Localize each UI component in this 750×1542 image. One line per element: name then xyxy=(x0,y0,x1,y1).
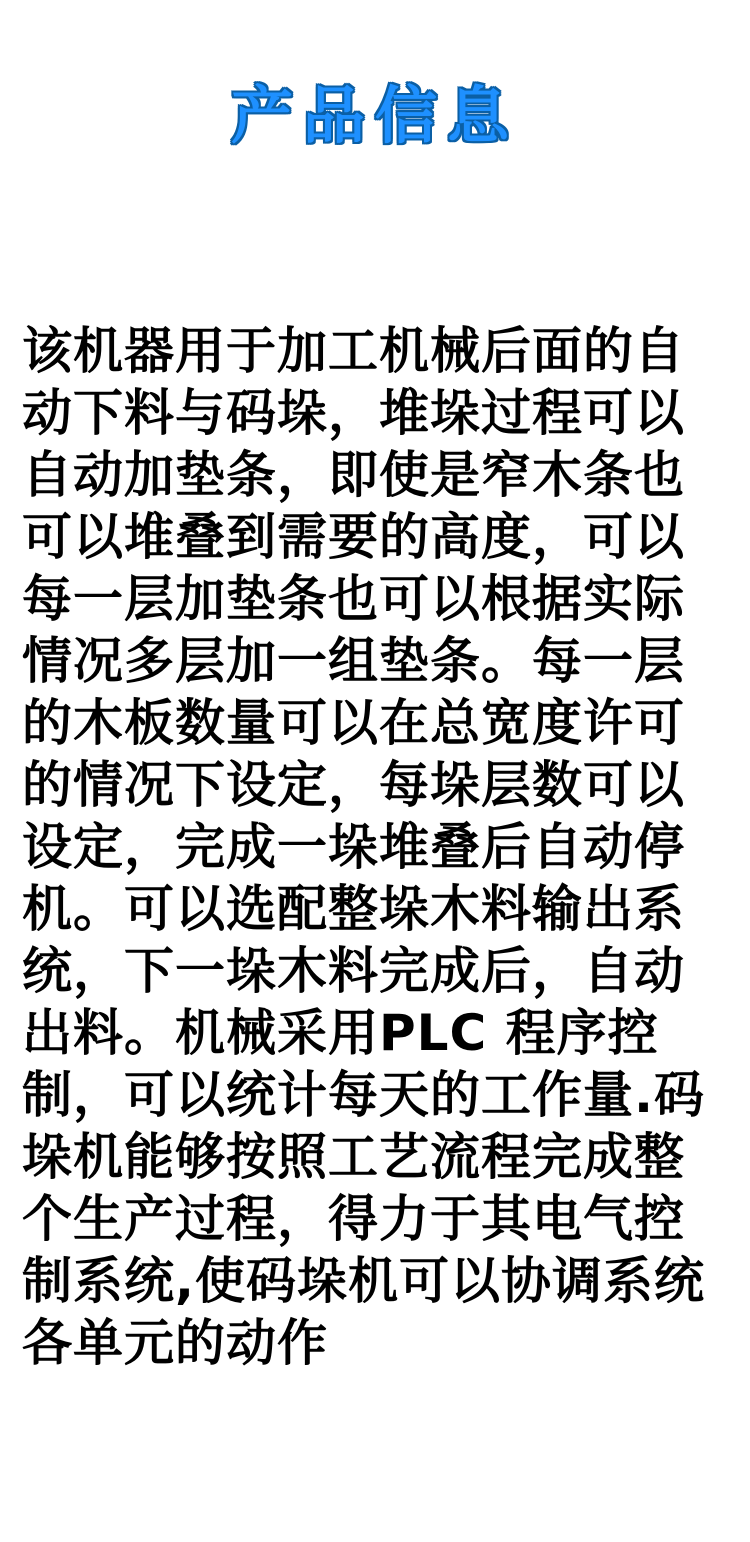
page-title: 产品信息 xyxy=(230,78,519,152)
product-description-text: 该机器用于加工机械后面的自动下料与码垛，堆垛过程可以自动加垫条，即使是窄木条也可以堆叠到需要的高度，可以每一层加垫条也可以根据实际情况多层加一组垫条。每一层的木板数量可以在总宽度许可的情况下设定，每垛层数可以设定，完成一垛堆叠后自动停机。可以选配整垛木料输出系统，下一垛木料完成后，自动出料。机械采用PLC 程序控制，可以统计每天的工作量.码垛机能够按照工艺流程完成整个生产过程，得力于其电气控制系统,使码垛机可以协调系统各单元的动作 xyxy=(22,322,705,1373)
product-info-page xyxy=(0,42,750,1542)
